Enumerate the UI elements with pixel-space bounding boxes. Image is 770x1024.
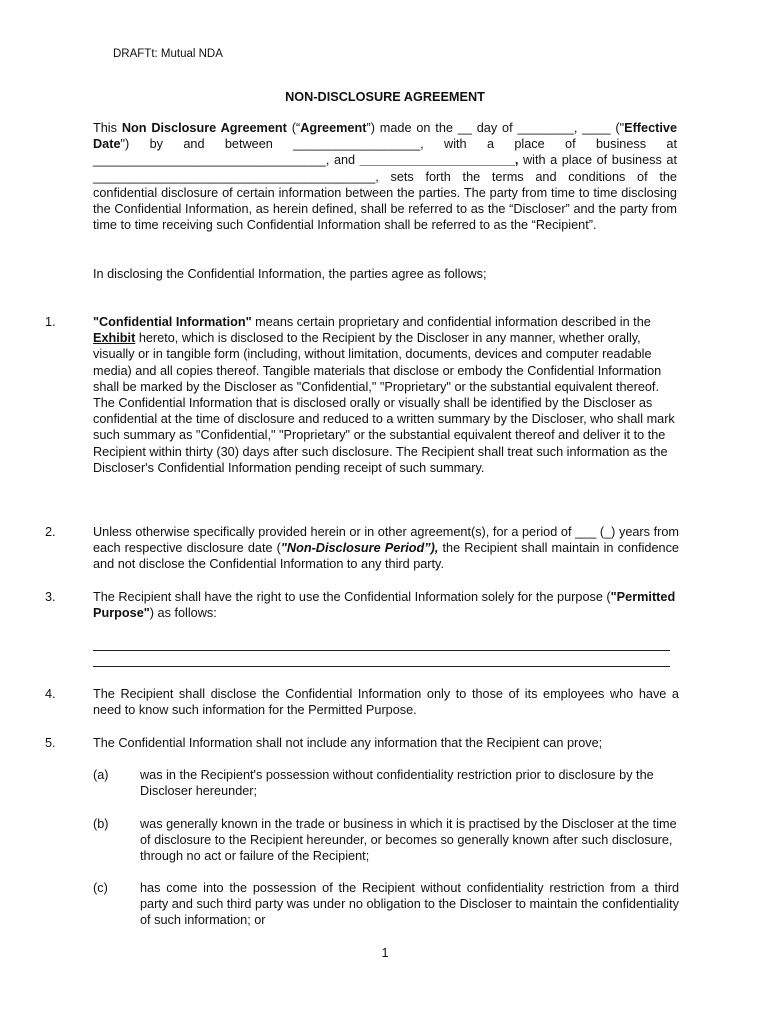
purpose-blank-line — [93, 650, 670, 651]
lead-sentence: In disclosing the Confidential Information, the parties agree as follows; — [93, 267, 487, 281]
clause-text: "Confidential Information" means certain proprietary and confidential information described in the Exhibit hereto, which is disclosed to the Recipient by the Discloser in any manner, whether orally, visually or in tangible form (including, without limitation, documents, devices and computer readable media) and all copies thereof. Tangible materials that disclose or embody the Confidential Information shall be marked by the Discloser as "Confidential," "Proprietary" or the substantial equivalent thereof. The Confidential Information that is disclosed orally or visually shall be identified by the Discloser as confidential at the time of disclosure and reduced to a written summary by the Discloser, who shall mark such summary as "Confidential," "Proprietary" or the substantial equivalent thereof and deliver it to the Recipient within thirty (30) days after such disclosure. The Recipient shall treat such information as the Discloser's Confidential Information pending receipt of such summary. — [93, 315, 675, 475]
sub-clause-label: (b) — [93, 817, 109, 831]
purpose-blank-line — [93, 666, 670, 667]
intro-paragraph: This Non Disclosure Agreement (“Agreement”) made on the __ day of ________, ____ ("Effective Date") by and between __________________, with a place of business at _________________________________, and ______________________, with a place of business at ________________________________________, sets forth the terms and conditions of the confidential disclosure of certain information between the parties. The party from time to time disclosing the Confidential Information, as herein defined, shall be referred to as the “Discloser” and the party from time to time receiving such Confidential Information shall be referred to as the “Recipient”. — [93, 121, 677, 233]
clause-number: 2. — [45, 525, 56, 539]
clause-number: 4. — [45, 687, 56, 701]
sub-clause-label: (a) — [93, 768, 109, 782]
clause-text: The Confidential Information shall not include any information that the Recipient can prove; — [93, 736, 603, 750]
clause-text: The Recipient shall have the right to use the Confidential Information solely for the purpose ("Permitted Purpose") as follows: — [93, 590, 676, 621]
draft-header: DRAFTt: Mutual NDA — [113, 48, 223, 60]
sub-clause-label: (c) — [93, 881, 108, 895]
sub-clause-text: was in the Recipient's possession without confidentiality restriction prior to disclosure by the Discloser hereunder; — [140, 768, 654, 799]
clause-text: The Recipient shall disclose the Confidential Information only to those of its employees who have a need to know such information for the Permitted Purpose. — [93, 687, 679, 718]
clause-number: 5. — [45, 736, 56, 750]
page-number: 1 — [381, 946, 389, 960]
clause-number: 3. — [45, 590, 56, 604]
sub-clause-text: was generally known in the trade or business in which it is practised by the Discloser at the time of disclosure to the Recipient hereunder, or becomes so generally known after such disclosure, through no act or failure of the Recipient; — [140, 817, 677, 864]
document-title: NON-DISCLOSURE AGREEMENT — [285, 90, 485, 104]
sub-clause-text: has come into the possession of the Recipient without confidentiality restriction from a third party and such third party was under no obligation to the Discloser to maintain the confidentiality of such information; or — [140, 881, 679, 928]
clause-number: 1. — [45, 315, 56, 329]
clause-text: Unless otherwise specifically provided herein or in other agreement(s), for a period of ___ (_) years from each respective disclosure date ("Non-Disclosure Period”), the Recipient shall maintain in confidence and not disclose the Confidential Information to any third party. — [93, 525, 679, 572]
